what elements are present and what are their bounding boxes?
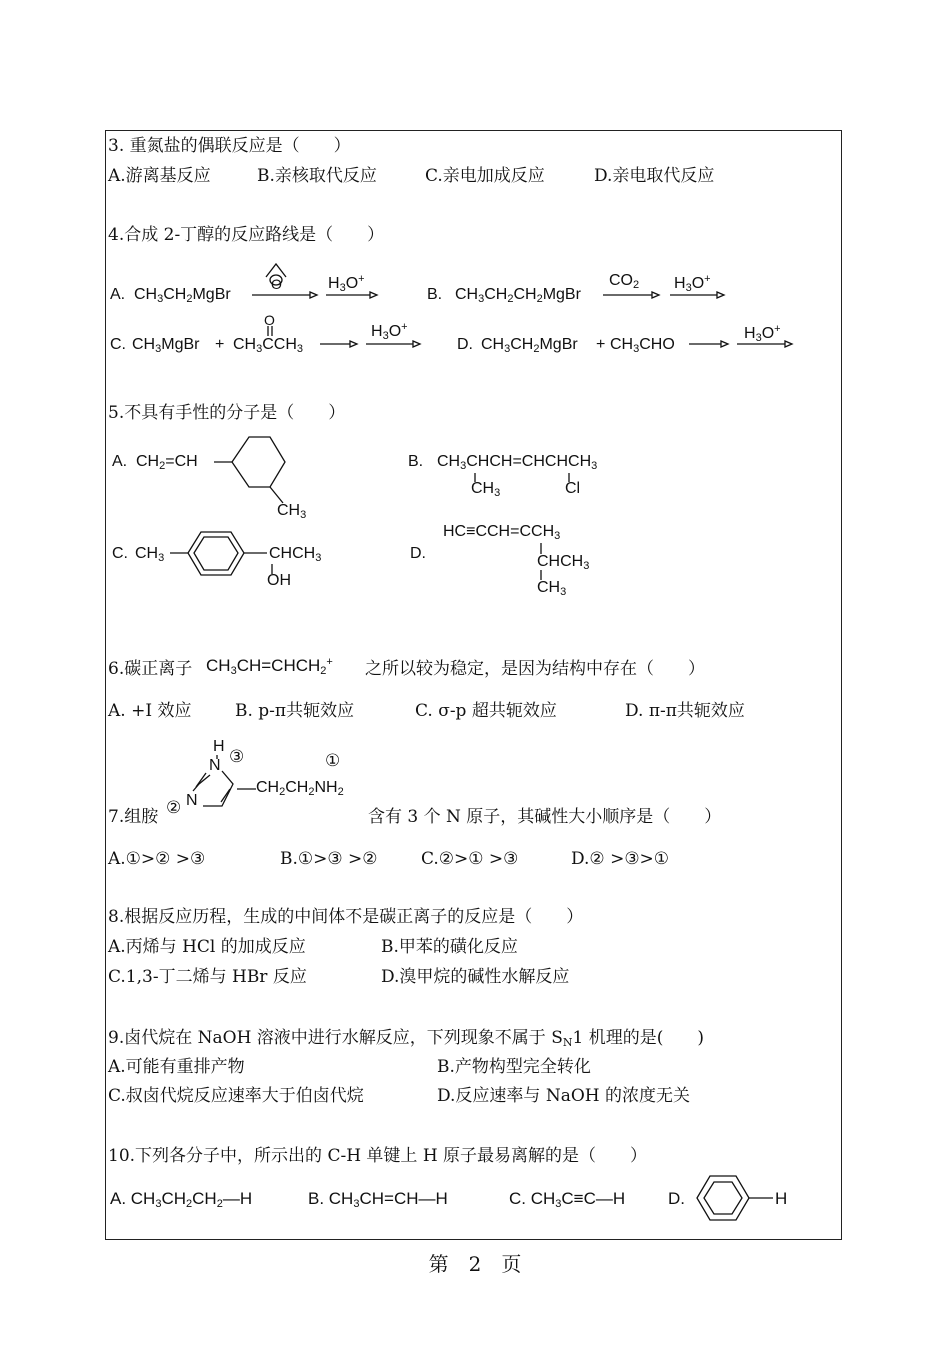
q5-d-sub2: $CH_3$	[537, 579, 567, 598]
q8-option-d[interactable]: D.溴甲烷的碱性水解反应	[381, 967, 570, 987]
q9-option-d[interactable]: D.反应速率与 NaOH 的浓度无关	[437, 1086, 691, 1106]
q4-c-carbonyl-o: O	[264, 312, 275, 328]
q5-a-vinyl: $CH_2=CH$	[136, 453, 198, 472]
q4-d-acid: $H_3O^+$	[744, 323, 781, 344]
q7-n2: N	[186, 792, 198, 809]
q7-label3: ③	[229, 747, 245, 766]
q5-c-oh: OH	[267, 572, 291, 589]
q7-stem-pre: 7.组胺	[108, 807, 159, 827]
q4-a-acid: $H_3O^+$	[328, 273, 365, 294]
q4-a-epoxide-o: O	[271, 276, 282, 292]
q8-option-a[interactable]: A.丙烯与 HCl 的加成反应	[108, 937, 306, 957]
q10-stem: 10.下列各分子中，所示出的 C-H 单键上 H 原子最易离解的是（ ）	[108, 1146, 648, 1166]
q5-c-methyl: $CH_3$	[135, 545, 165, 564]
q3-option-a[interactable]: A.游离基反应	[108, 166, 211, 186]
q5-c-side: $CHCH_3$	[269, 545, 322, 564]
q6-stem-post: 之所以较为稳定，是因为结构中存在（ ）	[365, 659, 705, 679]
q6-option-b[interactable]: B. p-π共轭效应	[235, 701, 355, 721]
q8-stem: 8.根据反应历程，生成的中间体不是碳正离子的反应是（ ）	[108, 907, 584, 927]
q6-option-a[interactable]: A. +I 效应	[108, 701, 192, 721]
q5-b-sub2: Cl	[565, 480, 581, 497]
q6-option-c[interactable]: C. σ-p 超共轭效应	[415, 701, 557, 721]
q10-option-c[interactable]: C. $CH_3C\equiv C—H$	[509, 1189, 626, 1210]
q4-d-reagent: $CH_3CH_2MgBr$	[481, 336, 578, 355]
q5-d-sub1: $CHCH_3$	[537, 553, 590, 572]
q7-stem-post: 含有 3 个 N 原子，其碱性大小顺序是（ ）	[368, 807, 722, 827]
q10-d-h: H	[775, 1189, 788, 1208]
page-number: 2	[468, 1252, 482, 1276]
q7-label1: ①	[325, 751, 341, 770]
q4-option-a-label[interactable]: A.	[110, 286, 126, 303]
q10-option-d-label[interactable]: D.	[668, 1189, 685, 1208]
q5-option-a-label[interactable]: A.	[112, 453, 128, 470]
q6-stem-pre: 6.碳正离子	[108, 659, 193, 679]
q5-option-c-label[interactable]: C.	[112, 545, 128, 562]
q4-b-acid: $H_3O^+$	[674, 273, 711, 294]
q7-option-d[interactable]: D.② >③>①	[571, 849, 670, 869]
q10-option-b[interactable]: B. $CH_3CH=CH—H$	[308, 1189, 448, 1210]
q5-a-methyl: $CH_3$	[277, 502, 307, 521]
q7-h: H	[213, 738, 225, 755]
q3-option-b[interactable]: B.亲核取代反应	[257, 166, 377, 186]
q8-option-c[interactable]: C.1,3-丁二烯与 HBr 反应	[108, 967, 307, 987]
q5-d-main: $HC\equiv CCH=CCH_3$	[443, 523, 561, 542]
q4-stem: 4.合成 2-丁醇的反应路线是（ ）	[108, 225, 385, 245]
q4-a-reagent: $CH_3CH_2MgBr$	[134, 286, 231, 305]
q4-c-acid: $H_3O^+$	[371, 321, 408, 342]
q7-label2: ②	[166, 798, 182, 817]
q5-option-b-label[interactable]: B.	[408, 453, 424, 470]
q9-option-c[interactable]: C.叔卤代烷反应速率大于伯卤代烷	[108, 1086, 364, 1106]
footer-suffix: 页	[501, 1252, 522, 1276]
q5-b-main: $CH_3CHCH=CHCHCH_3$	[437, 453, 598, 472]
q7-option-b[interactable]: B.①>③ >②	[280, 849, 378, 869]
q4-c-reagent: $CH_3MgBr$	[132, 336, 200, 355]
q3-stem: 3. 重氮盐的偶联反应是（ ）	[108, 136, 351, 156]
q4-b-co2: $CO_2$	[609, 272, 640, 291]
q9-option-b[interactable]: B.产物构型完全转化	[437, 1057, 591, 1077]
q5-b-sub1: $CH_3$	[471, 480, 501, 499]
q5-option-d-label[interactable]: D.	[410, 545, 426, 562]
q4-d-plus: +	[596, 336, 606, 353]
q4-c-ketone: $CH_3CCH_3$	[233, 336, 304, 355]
q4-d-aldehyde: $CH_3CHO$	[610, 336, 675, 355]
q4-c-plus: +	[215, 336, 225, 353]
page-footer	[0, 1248, 950, 1277]
q3-option-c[interactable]: C.亲电加成反应	[425, 166, 545, 186]
q7-option-a[interactable]: A.①>② >③	[108, 849, 206, 869]
q4-option-b-label[interactable]: B.	[427, 286, 443, 303]
q4-option-c-label[interactable]: C.	[110, 336, 126, 353]
q6-cation: $CH_3CH=CHCH_2^+$	[206, 656, 333, 677]
q7-option-c[interactable]: C.②>① >③	[421, 849, 519, 869]
q4-option-d-label[interactable]: D.	[457, 336, 473, 353]
q3-option-d[interactable]: D.亲电取代反应	[594, 166, 715, 186]
q9-option-a[interactable]: A.可能有重排产物	[108, 1057, 245, 1077]
q7-side: $CH_2CH_2NH_2$	[256, 779, 344, 798]
q10-option-a[interactable]: A. $CH_3CH_2CH_2—H$	[110, 1189, 253, 1210]
q5-stem: 5.不具有手性的分子是（ ）	[108, 403, 346, 423]
footer-prefix: 第	[428, 1252, 449, 1276]
q7-n3: N	[209, 757, 221, 774]
q8-option-b[interactable]: B.甲苯的磺化反应	[381, 937, 518, 957]
q4-b-reagent: $CH_3CH_2CH_2MgBr$	[455, 286, 581, 305]
q6-option-d[interactable]: D. π-π共轭效应	[625, 701, 745, 721]
q9-stem: 9.卤代烷在 NaOH 溶液中进行水解反应，下列现象不属于 $S_N1$ 机理的是( )	[108, 1028, 704, 1049]
